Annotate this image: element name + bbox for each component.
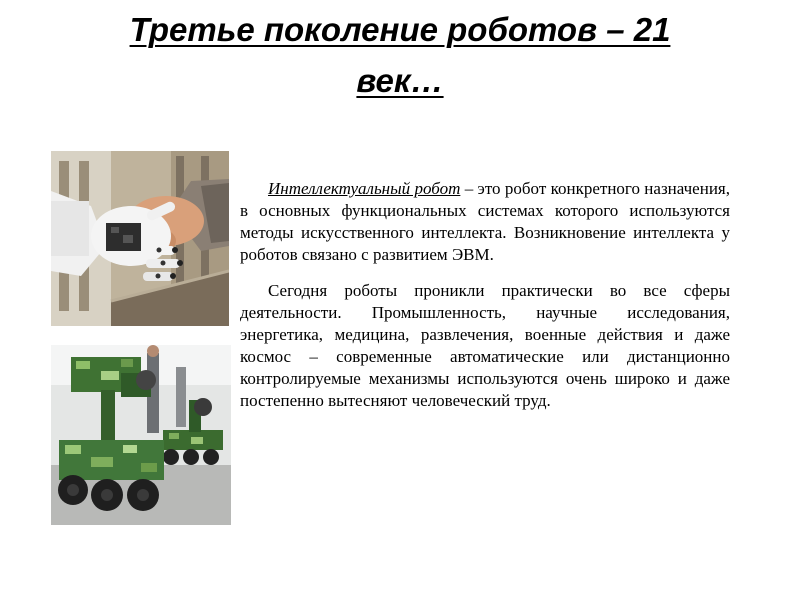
robot-vehicles-illustration [51, 345, 231, 525]
paragraph-robots-today: Сегодня роботы проникли практически во все сферы деятельности. Промышленность, научные исследования, энергетика, медицина, развлечения, военные действия и даже космос – современные автоматические или дистанционно контролируемые механизмы используются очень широко и даже постепенно вытесняют человеческий труд. [240, 281, 730, 410]
slide-title-line-2: век… [356, 62, 444, 99]
paragraph-1-text: – это робот конкретного назначения, в основных функциональных системах которого используются методы искусственного интеллекта. Возникновение интеллекта у роботов связано с развитием ЭВМ. [240, 179, 730, 264]
body-text [240, 178, 730, 426]
slide-title [40, 4, 760, 106]
handshake-photo [51, 151, 229, 326]
slide-title-line-1: Третье поколение роботов – 21 [129, 11, 671, 48]
paragraph-intelligent-robot [240, 178, 730, 266]
term-intelligent-robot: Интеллектуальный робот [268, 179, 461, 198]
robot-vehicles-photo [51, 345, 231, 525]
handshake-illustration [51, 151, 229, 326]
